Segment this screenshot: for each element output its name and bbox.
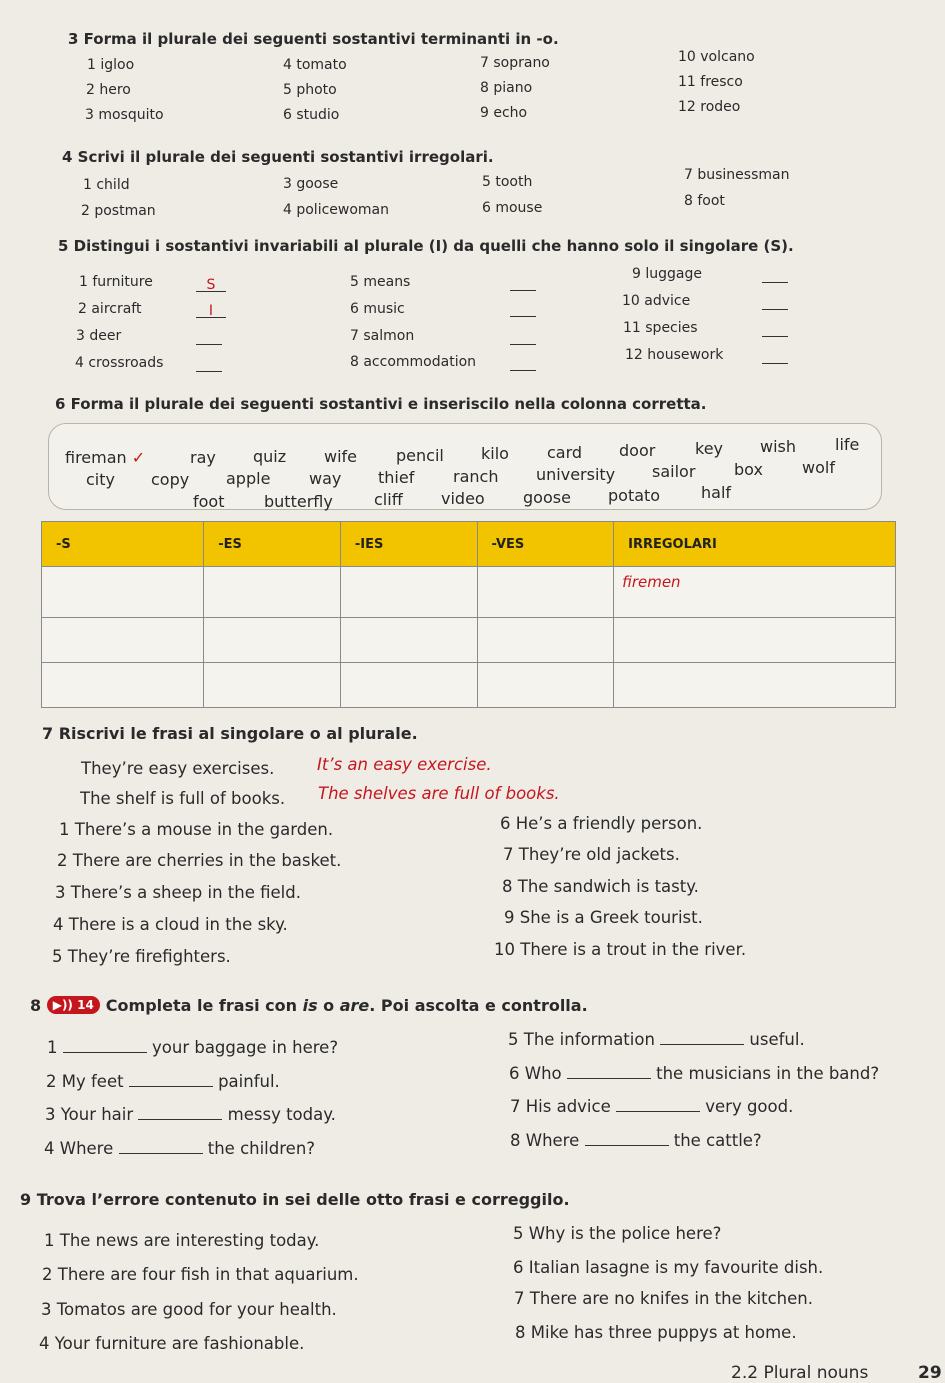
ex8-blank[interactable] xyxy=(119,1139,203,1154)
ex7-example-answer: The shelves are full of books. xyxy=(318,784,560,803)
ex8-item: 8 Where the cattle? xyxy=(510,1131,762,1150)
word-box-item: goose xyxy=(523,488,571,507)
table-cell-filled[interactable]: firemen xyxy=(614,567,896,618)
ex9-item: 5 Why is the police here? xyxy=(513,1224,722,1243)
ex3-item: 12 rodeo xyxy=(678,99,741,115)
ex8-blank[interactable] xyxy=(129,1072,213,1087)
ex7-item: 2 There are cherries in the basket. xyxy=(57,851,342,870)
word-box-item: wolf xyxy=(802,458,835,477)
word-box-item: key xyxy=(695,439,724,458)
ex5-item: 2 aircraft xyxy=(78,301,142,317)
word-box-item: half xyxy=(701,483,732,502)
ex8-item: 1 your baggage in here? xyxy=(47,1038,339,1057)
plural-columns-table xyxy=(41,521,896,708)
ex7-example-question: They’re easy exercises. xyxy=(81,759,275,778)
ex8-blank[interactable] xyxy=(616,1097,700,1112)
ex8-blank[interactable] xyxy=(585,1131,669,1146)
exercise-3-title: 3 Forma il plurale dei seguenti sostantivi terminanti in -o. xyxy=(68,30,559,48)
table-cell[interactable] xyxy=(614,663,896,708)
ex9-item: 7 There are no knifes in the kitchen. xyxy=(514,1289,813,1308)
ex5-answer: I xyxy=(208,303,214,319)
ex5-item: 4 crossroads xyxy=(75,355,164,371)
table-cell[interactable] xyxy=(42,567,204,618)
ex8-item: 5 The information useful. xyxy=(508,1030,805,1049)
word-box-item: way xyxy=(309,469,342,488)
ex8-blank[interactable] xyxy=(660,1030,744,1045)
column-header-s: -S xyxy=(42,522,204,567)
ex3-item: 9 echo xyxy=(480,105,528,121)
exercise-7-title: 7 Riscrivi le frasi al singolare o al plurale. xyxy=(42,724,418,743)
column-header-es: -ES xyxy=(204,522,341,567)
column-header-ies: -IES xyxy=(340,522,477,567)
ex5-item: 1 furniture xyxy=(79,274,153,290)
word-box-item: ray xyxy=(190,448,216,467)
ex5-answer: S xyxy=(206,277,216,293)
ex3-item: 4 tomato xyxy=(283,57,347,73)
ex3-item: 3 mosquito xyxy=(85,107,164,123)
ex3-item: 7 soprano xyxy=(480,55,550,71)
ex5-item: 5 means xyxy=(350,274,411,290)
ex4-item: 6 mouse xyxy=(482,200,543,216)
ex8-item: 6 Who the musicians in the band? xyxy=(509,1064,880,1083)
audio-track-icon[interactable]: ▶)) 14 xyxy=(47,996,100,1014)
word-box-item: sailor xyxy=(652,462,696,481)
word-box-item: butterfly xyxy=(264,492,333,511)
ex5-answer-blank[interactable] xyxy=(762,320,788,337)
ex7-item: 4 There is a cloud in the sky. xyxy=(53,915,288,934)
ex7-item: 8 The sandwich is tasty. xyxy=(502,877,699,896)
word-box-item: cliff xyxy=(374,490,403,509)
ex5-answer-blank[interactable] xyxy=(510,354,536,371)
check-icon: ✓ xyxy=(131,448,146,467)
ex5-answer-blank[interactable] xyxy=(196,274,226,292)
ex5-answer-blank[interactable] xyxy=(510,328,536,345)
table-cell[interactable] xyxy=(204,663,341,708)
ex5-answer-blank[interactable] xyxy=(196,355,222,372)
ex5-item: 6 music xyxy=(350,301,405,317)
ex7-item: 1 There’s a mouse in the garden. xyxy=(59,820,334,839)
section-title: 2.2 Plural nouns xyxy=(731,1363,869,1383)
word-box-item: pencil xyxy=(396,446,444,465)
table-cell[interactable] xyxy=(477,663,614,708)
ex5-item: 11 species xyxy=(623,320,698,336)
ex5-item: 3 deer xyxy=(76,328,122,344)
page-number: 29 xyxy=(918,1363,942,1383)
word-box-item: city xyxy=(86,470,115,489)
ex5-answer-blank[interactable] xyxy=(510,300,536,317)
ex8-item: 3 Your hair messy today. xyxy=(45,1105,336,1124)
word-box-item: box xyxy=(734,460,763,479)
table-cell[interactable] xyxy=(42,618,204,663)
word-box-item: foot xyxy=(193,492,225,511)
ex3-item: 2 hero xyxy=(86,82,131,98)
word-box-item: door xyxy=(619,441,656,460)
column-header-irregolari: IRREGOLARI xyxy=(614,522,896,567)
word-box-item: ranch xyxy=(453,467,499,486)
ex4-item: 5 tooth xyxy=(482,174,533,190)
ex5-answer-blank[interactable] xyxy=(762,266,788,283)
ex5-item: 10 advice xyxy=(622,293,691,309)
word-box-item: card xyxy=(547,443,583,462)
ex4-item: 4 policewoman xyxy=(283,202,390,218)
exercise-6-title: 6 Forma il plurale dei seguenti sostantivi e inseriscilo nella colonna corretta. xyxy=(55,395,707,413)
word-box-item: potato xyxy=(608,486,661,505)
ex4-item: 1 child xyxy=(83,177,130,193)
ex7-item: 7 They’re old jackets. xyxy=(503,845,680,864)
table-cell[interactable] xyxy=(204,567,341,618)
ex5-answer-blank[interactable] xyxy=(196,300,226,318)
word-box-item: kilo xyxy=(481,444,509,463)
ex5-item: 9 luggage xyxy=(632,266,702,282)
ex9-item: 4 Your furniture are fashionable. xyxy=(39,1334,305,1353)
exercise-9-title: 9 Trova l’errore contenuto in sei delle otto frasi e correggilo. xyxy=(20,1190,570,1209)
ex5-answer-blank[interactable] xyxy=(762,347,788,364)
ex4-item: 7 businessman xyxy=(684,167,790,183)
ex8-blank[interactable] xyxy=(567,1064,651,1079)
ex8-blank[interactable] xyxy=(138,1105,222,1120)
word-box-item: wife xyxy=(324,447,358,466)
column-header-ves: -VES xyxy=(477,522,614,567)
table-cell[interactable] xyxy=(477,618,614,663)
table-cell[interactable] xyxy=(477,567,614,618)
ex3-item: 8 piano xyxy=(480,80,533,96)
ex4-item: 8 foot xyxy=(684,193,725,209)
ex9-item: 6 Italian lasagne is my favourite dish. xyxy=(513,1258,824,1277)
ex5-answer-blank[interactable] xyxy=(510,274,536,291)
ex7-item: 9 She is a Greek tourist. xyxy=(504,908,703,927)
exercise-4-title: 4 Scrivi il plurale dei seguenti sostantivi irregolari. xyxy=(62,148,494,166)
ex9-item: 2 There are four fish in that aquarium. xyxy=(42,1265,359,1284)
table-cell[interactable] xyxy=(340,663,477,708)
ex3-item: 1 igloo xyxy=(87,57,135,73)
word-box-item: life xyxy=(835,435,860,454)
word-box-item: wish xyxy=(760,437,797,456)
ex3-item: 10 volcano xyxy=(678,49,755,65)
ex3-item: 5 photo xyxy=(283,82,337,98)
ex7-item: 6 He’s a friendly person. xyxy=(500,814,703,833)
table-cell[interactable] xyxy=(42,663,204,708)
ex8-blank[interactable] xyxy=(63,1038,147,1053)
ex9-item: 3 Tomatos are good for your health. xyxy=(41,1300,337,1319)
ex5-answer-blank[interactable] xyxy=(762,293,788,310)
ex7-example-question: The shelf is full of books. xyxy=(80,789,286,808)
ex5-answer-blank[interactable] xyxy=(196,328,222,345)
ex7-item: 10 There is a trout in the river. xyxy=(494,940,747,959)
table-cell[interactable] xyxy=(340,567,477,618)
word-box-item: thief xyxy=(378,468,415,487)
ex3-item: 6 studio xyxy=(283,107,340,123)
ex5-item: 8 accommodation xyxy=(350,354,477,370)
ex3-item: 11 fresco xyxy=(678,74,743,90)
table-cell[interactable] xyxy=(614,618,896,663)
exercise-8-title: 8 ▶)) 14 Completa le frasi con is o are. Poi ascolta e controlla. xyxy=(30,996,588,1015)
table-cell[interactable] xyxy=(340,618,477,663)
word-box-item: university xyxy=(536,465,616,484)
word-box-item: apple xyxy=(226,469,271,488)
ex5-item: 12 housework xyxy=(625,347,724,363)
ex5-item: 7 salmon xyxy=(350,328,415,344)
ex7-item: 5 They’re firefighters. xyxy=(52,947,231,966)
ex8-item: 7 His advice very good. xyxy=(510,1097,794,1116)
ex8-item: 2 My feet painful. xyxy=(46,1072,280,1091)
ex9-item: 8 Mike has three puppys at home. xyxy=(515,1323,797,1342)
ex4-item: 2 postman xyxy=(81,203,156,219)
word-box-item: copy xyxy=(151,470,190,489)
table-cell[interactable] xyxy=(204,618,341,663)
word-box-item: fireman ✓ xyxy=(65,448,146,467)
word-box-item: video xyxy=(441,489,485,508)
word-box-item: quiz xyxy=(253,447,287,466)
ex7-example-answer: It’s an easy exercise. xyxy=(317,755,492,774)
ex4-item: 3 goose xyxy=(283,176,339,192)
exercise-5-title: 5 Distingui i sostantivi invariabili al plurale (I) da quelli che hanno solo il singolare (S). xyxy=(58,237,794,255)
ex8-item: 4 Where the children? xyxy=(44,1139,316,1158)
ex7-item: 3 There’s a sheep in the field. xyxy=(55,883,301,902)
ex9-item: 1 The news are interesting today. xyxy=(44,1231,320,1250)
